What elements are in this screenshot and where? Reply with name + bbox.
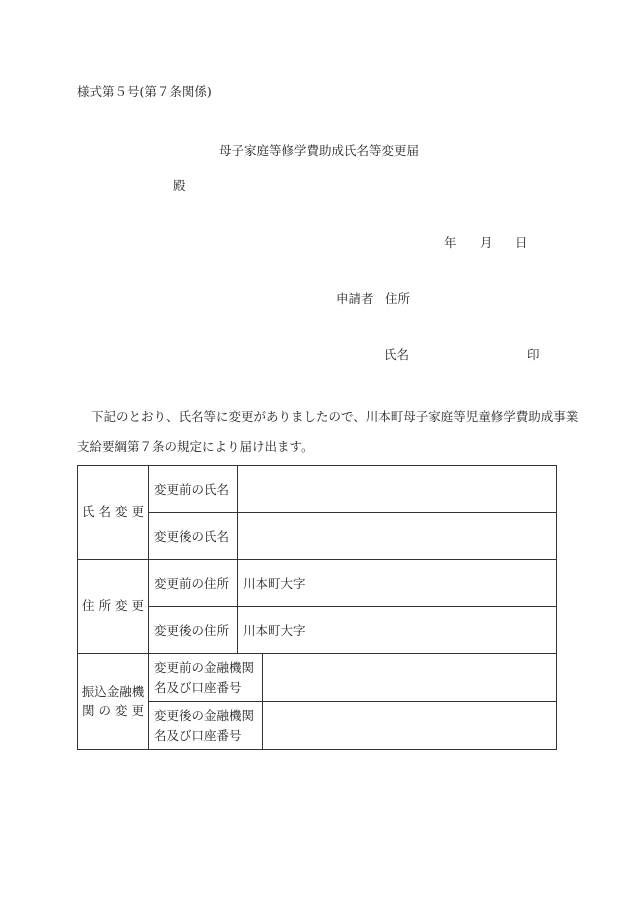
seal-mark: 印 xyxy=(527,347,540,362)
address-change-before-row xyxy=(78,560,557,607)
address-after-label: 変更後の住所 xyxy=(149,607,238,654)
name-before-label: 変更前の氏名 xyxy=(149,466,238,513)
address-before-field[interactable]: 川本町大字 xyxy=(238,560,557,607)
bank-before-label-line-2: 名及び口座番号 xyxy=(154,679,242,695)
bank-category-line-2: 関 の 変 更 xyxy=(82,702,144,718)
bank-after-field[interactable] xyxy=(263,702,557,750)
applicant-address-label: 住所 xyxy=(385,291,411,306)
bank-before-label xyxy=(149,654,263,702)
form-number: 様式第５号(第７条関係) xyxy=(77,84,212,99)
name-after-field[interactable] xyxy=(238,513,557,560)
date-year-label: 年 xyxy=(444,235,457,250)
date-day-label: 日 xyxy=(515,235,528,250)
statement-line-2: 支給要綱第７条の規定により届け出ます。 xyxy=(77,439,314,454)
applicant-label: 申請者 xyxy=(336,291,374,306)
bank-after-label xyxy=(149,702,263,750)
addressee-suffix: 殿 xyxy=(173,178,186,193)
name-change-after-row xyxy=(78,513,557,560)
bank-change-before-row xyxy=(78,654,557,702)
name-after-label: 変更後の氏名 xyxy=(149,513,238,560)
address-change-category: 住 所 変 更 xyxy=(78,560,149,654)
date-month-label: 月 xyxy=(480,235,493,250)
bank-change-after-row xyxy=(78,702,557,750)
document-title: 母子家庭等修学費助成氏名等変更届 xyxy=(219,143,420,158)
bank-after-label-line-1: 変更後の金融機関 xyxy=(154,708,255,724)
bank-change-category xyxy=(78,654,149,750)
name-before-field[interactable] xyxy=(238,466,557,513)
bank-before-field[interactable] xyxy=(263,654,557,702)
name-change-category: 氏 名 変 更 xyxy=(78,466,149,560)
address-change-after-row xyxy=(78,607,557,654)
address-after-field[interactable]: 川本町大字 xyxy=(238,607,557,654)
name-change-before-row xyxy=(78,466,557,513)
address-before-label: 変更前の住所 xyxy=(149,560,238,607)
bank-before-label-line-1: 変更前の金融機関 xyxy=(154,660,255,676)
applicant-name-label: 氏名 xyxy=(384,347,410,362)
statement-line-1: 下記のとおり、氏名等に変更がありましたので、川本町母子家庭等児童修学費助成事業 xyxy=(91,409,579,424)
bank-category-line-1: 振込金融機 xyxy=(81,683,145,699)
bank-after-label-line-2: 名及び口座番号 xyxy=(154,727,242,743)
change-table xyxy=(77,465,557,750)
